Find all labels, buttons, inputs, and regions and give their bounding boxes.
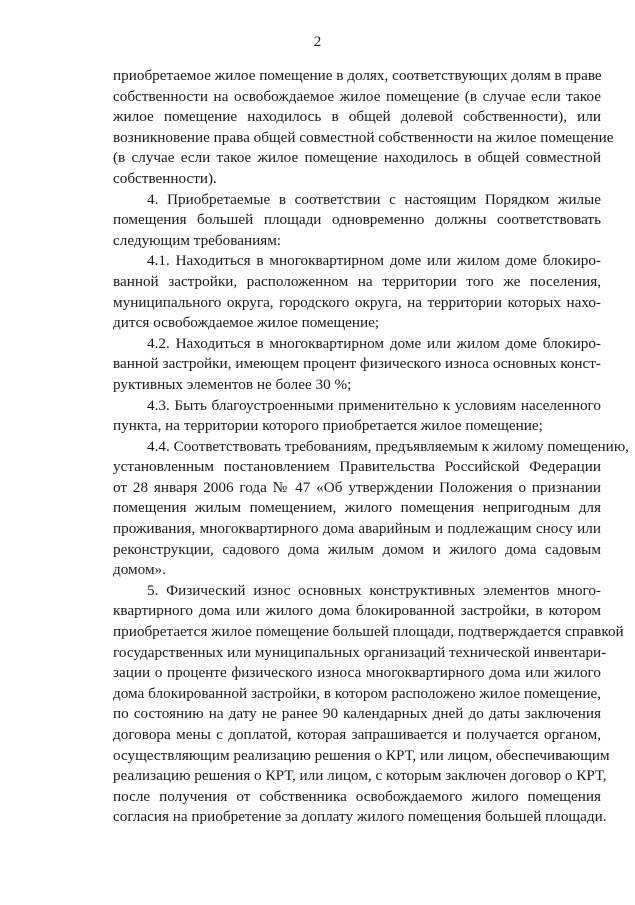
- text-line: 4.2. Находиться в многоквартирном доме или жилом доме блокиро-: [147, 334, 601, 352]
- text-line: муниципального округа, городского округа, на территории которых нахо-: [113, 293, 601, 311]
- text-line: реконструкции, садового дома жилым домом и жилого дома садовым: [113, 540, 601, 558]
- text-line: договора мены с доплатой, которая запрашивается и получается органом,: [113, 726, 601, 743]
- paragraph-cont: [113, 66, 614, 190]
- text-line: (в случае если такое жилое помещение находилось в общей совместной: [113, 149, 601, 167]
- text-line: 4.1. Находиться в многоквартирном доме или жилом доме блокиро-: [147, 252, 601, 270]
- text-line: зации о проценте физического износа многоквартирного дома или жилого: [113, 664, 601, 682]
- text-line: установленным постановлением Правительства Российской Федерации: [113, 458, 601, 476]
- text-line: ванной застройки, расположенном на территории того же поселения,: [113, 272, 601, 290]
- text-line: руктивных элементов не более 30 %;: [113, 375, 352, 393]
- paragraph-4-3: [113, 396, 601, 437]
- text-line: приобретаемое жилое помещение в долях, соответствующих долям в праве: [113, 67, 602, 84]
- text-line: собственности).: [113, 169, 217, 187]
- text-line: собственности на освобождаемое жилое помещение (в случае если такое: [113, 87, 601, 105]
- text-line: приобретается жилое помещение большей площади, подтверждается справкой: [113, 623, 624, 641]
- text-line: дома блокированной застройки, в котором расположено жилое помещение,: [113, 684, 601, 702]
- text-line: помещения большей площади одновременно должны соответствовать: [113, 211, 601, 229]
- text-line: согласия на приобретение за доплату жилого помещения большей площади.: [113, 808, 607, 826]
- paragraph-5: [113, 581, 624, 828]
- text-line: помещения жилым помещением, жилого помещения непригодным для: [113, 499, 601, 517]
- text-line: 4. Приобретаемые в соответствии с настоящим Порядком жилые: [147, 190, 601, 208]
- text-line: от 28 января 2006 года № 47 «Об утверждении Положения о признании: [113, 478, 601, 496]
- text-line: жилое помещение находилось в общей долевой собственности), или: [113, 108, 601, 126]
- text-line: реализацию решения о КРТ, или лицом, с которым заключен договор о КРТ,: [113, 767, 607, 785]
- text-line: домом».: [113, 561, 166, 579]
- text-line: ванной застройки, имеющем процент физического износа основных конст-: [113, 355, 601, 373]
- page-number: 2: [313, 34, 322, 50]
- text-line: 4.3. Быть благоустроенными применительно к условиям населенного: [147, 396, 601, 414]
- text-line: пункта, на территории которого приобретается жилое помещение;: [113, 417, 543, 435]
- paragraph-4-1: [113, 251, 601, 333]
- text-line: государственных или муниципальных организаций технической инвентари-: [113, 643, 607, 661]
- text-line: следующим требованиям:: [113, 231, 282, 249]
- text-line: 5. Физический износ основных конструктивных элементов много-: [147, 581, 601, 599]
- text-line: 4.4. Соответствовать требованиям, предъявляемым к жилому помещению,: [147, 437, 629, 455]
- document-body: [113, 66, 629, 828]
- paragraph-4-4: [113, 437, 629, 581]
- text-line: проживания, многоквартирного дома аварийным и подлежащим сносу или: [113, 520, 601, 538]
- text-line: осуществляющим реализацию решения о КРТ, или лицом, обеспечивающим: [113, 746, 610, 764]
- paragraph-4: [113, 190, 601, 252]
- text-line: возникновение права общей совместной собственности на жилое помещение: [113, 128, 614, 146]
- text-line: после получения от собственника освобождаемого жилого помещения: [113, 787, 601, 805]
- text-line: по состоянию на дату не ранее 90 календарных дней до даты заключения: [113, 705, 601, 723]
- text-line: квартирного дома или жилого дома блокированной застройки, в котором: [113, 602, 601, 620]
- text-line: дится освобождаемое жилое помещение;: [113, 314, 380, 332]
- paragraph-4-2: [113, 334, 601, 396]
